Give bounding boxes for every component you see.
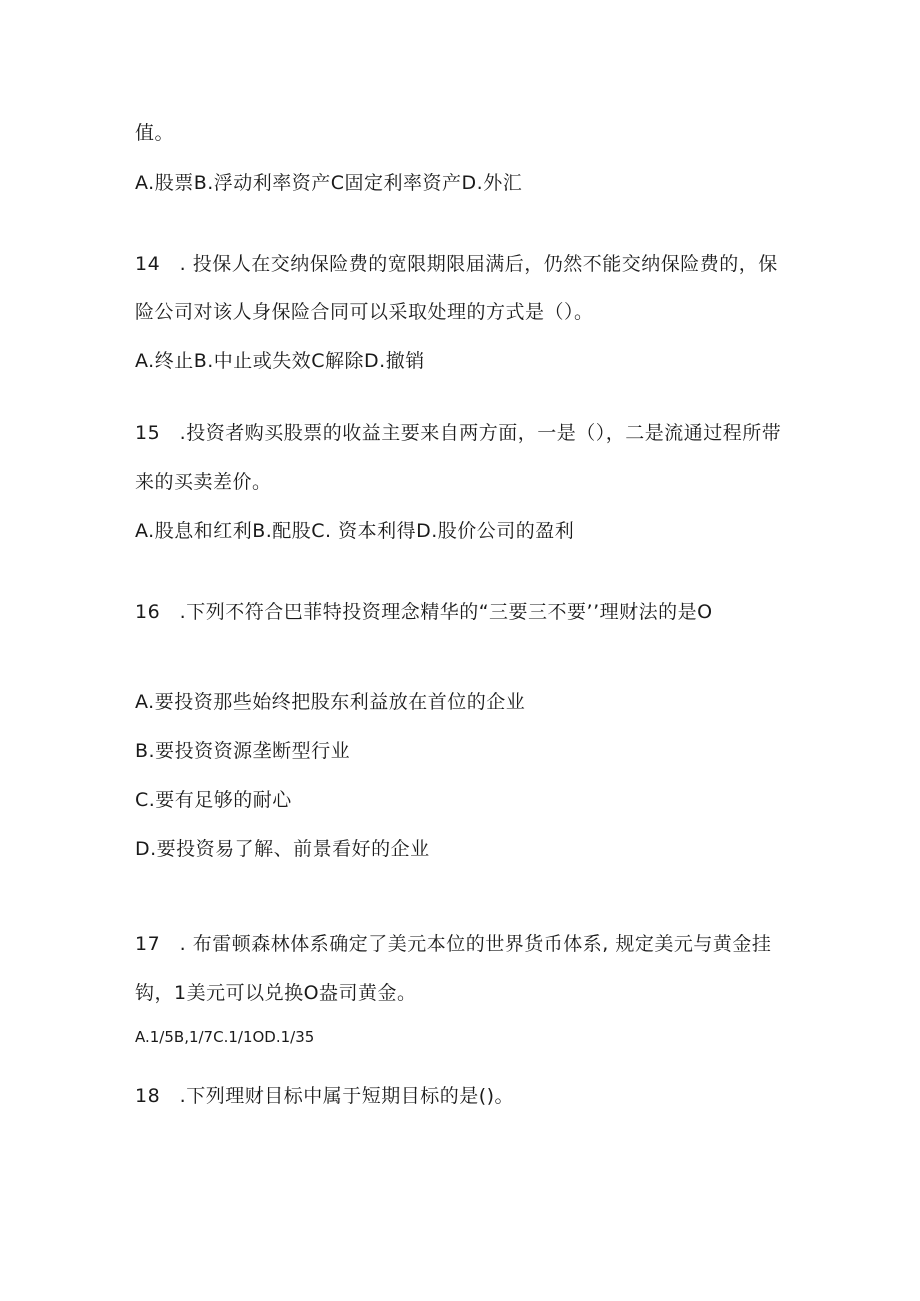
q15-text-line1: 15 .投资者购买股票的收益主要来自两方面，一是（），二是流通过程所带 [135,422,782,444]
q13-options: A.股票B.浮动利率资产C固定利率资产D.外汇 [135,172,523,194]
q16-option-c: C.要有足够的耐心 [135,789,292,811]
q16-option-d: D.要投资易了解、前景看好的企业 [135,838,430,860]
q16-option-a: A.要投资那些始终把股东利益放在首位的企业 [135,691,526,713]
q16-option-b: B.要投资资源垄断型行业 [135,740,351,762]
q16-text: 16 .下列不符合巴菲特投资理念精华的“三要三不要’’理财法的是O [135,601,713,623]
q17-text-line1: 17 . 布雷顿森林体系确定了美元本位的世界货币体系, 规定美元与黄金挂 [135,933,772,955]
q17-options: A.1/5B,1/7C.1/1OD.1/35 [135,1028,315,1046]
text-line-value-end: 值。 [135,122,175,144]
q14-text-line2: 险公司对该人身保险合同可以采取处理的方式是（）。 [135,301,594,323]
q15-text-line2: 来的买卖差价。 [135,471,272,493]
q14-options: A.终止B.中止或失效C解除D.撤销 [135,350,425,372]
q15-options: A.股息和红利B.配股C. 资本利得D.股价公司的盈利 [135,520,575,542]
q18-text: 18 .下列理财目标中属于短期目标的是()。 [135,1085,515,1107]
q14-text-line1: 14 . 投保人在交纳保险费的宽限期限届满后，仍然不能交纳保险费的，保 [135,253,778,275]
q17-text-line2: 钩，1美元可以兑换O盎司黄金。 [135,982,417,1004]
